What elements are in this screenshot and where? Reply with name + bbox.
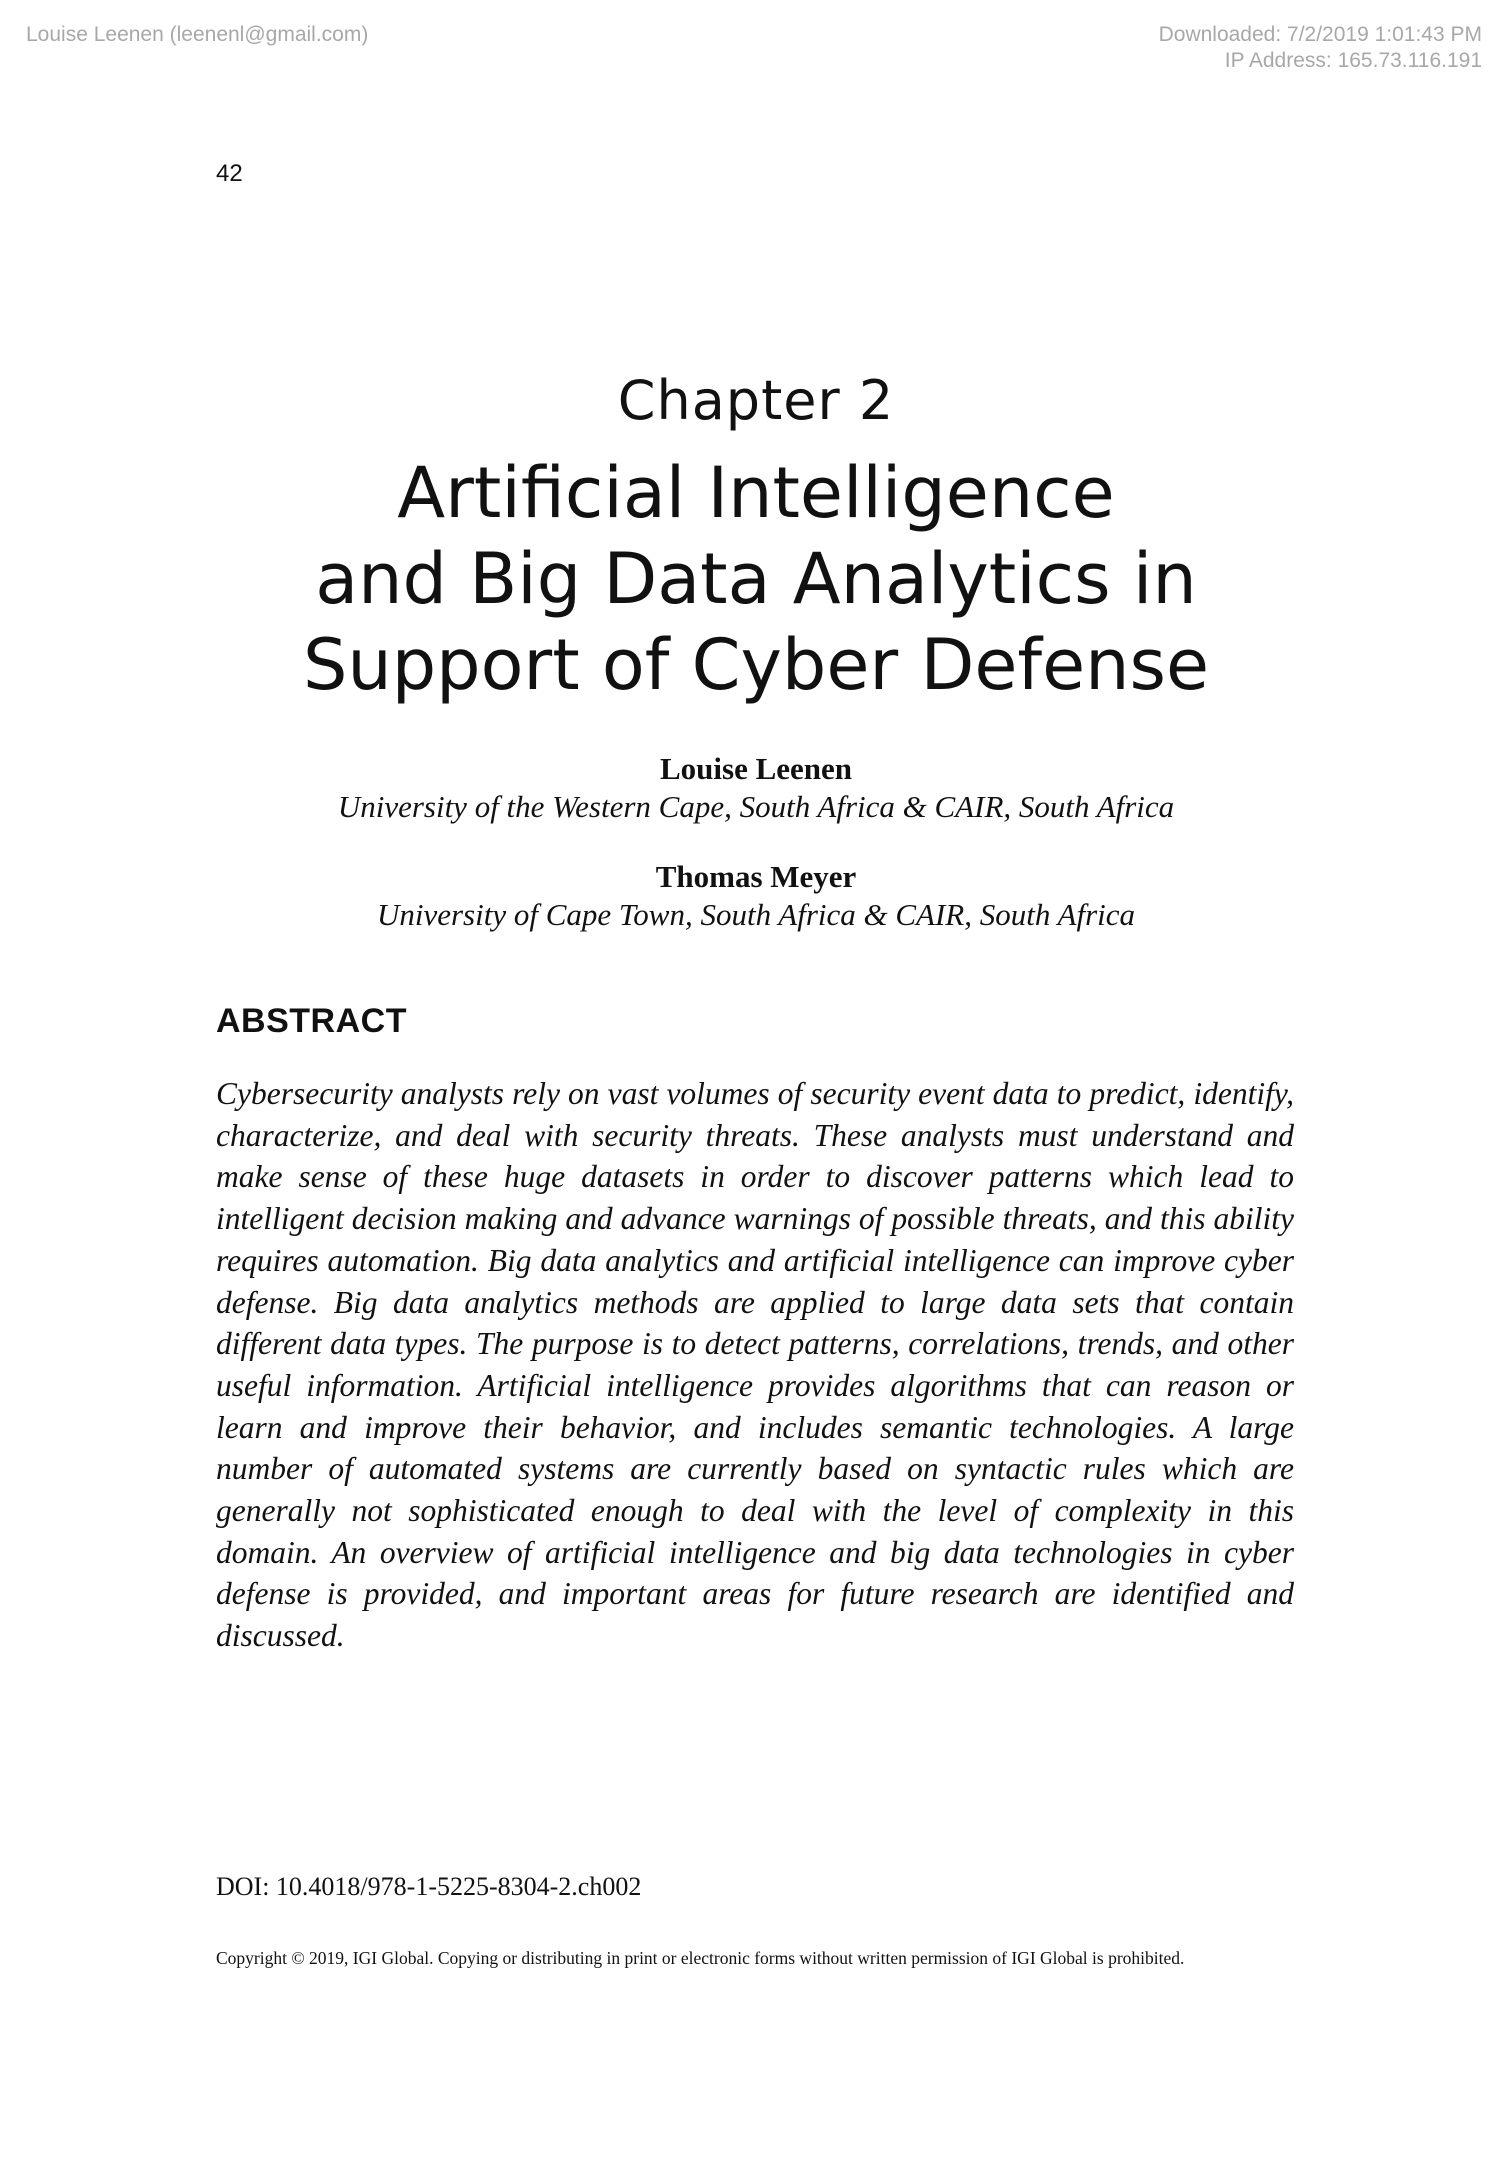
abstract-text: Cybersecurity analysts rely on vast volumes of security event data to predict, identify, characterize, and deal with security threats. These analysts must understand and make sense of these huge datasets in order to discover patterns which lead to intelligent decision making and advance warnings of possible threats, and this ability requires automation. Big data analytics and artificial intelligence can improve cyber defense. Big data analytics methods are applied to large data sets that contain different data types. The purpose is to detect patterns, correlations, trends, and other useful information. Artificial intelligence provides algorithms that can reason or learn and improve their behavior, and includes semantic technologies. A large number of automated systems are currently based on syntactic rules which are generally not sophisticated enough to deal with the level of complexity in this domain. An overview of artificial intelligence and big data technologies in cyber defense is provided, and important areas for future research are identified and discussed. (216, 1076, 1294, 1654)
doi: DOI: 10.4018/978-1-5225-8304-2.ch002 (216, 1872, 642, 1901)
abstract-heading: ABSTRACT (216, 1002, 407, 1040)
author-name: Louise Leenen (659, 751, 853, 786)
chapter-title-line: Support of Cyber Defense (302, 624, 1210, 706)
author-block (216, 750, 1296, 826)
download-info-watermark (1159, 22, 1482, 74)
author-name: Thomas Meyer (655, 859, 857, 894)
chapter-label: Chapter 2 (617, 369, 895, 432)
copyright-notice: Copyright © 2019, IGI Global. Copying or distributing in print or electronic forms without written permission of IGI Global is prohibited. (216, 1948, 1185, 1968)
author-affiliation: University of Cape Town, South Africa & CAIR, South Africa (376, 897, 1136, 932)
downloaded-timestamp: Downloaded: 7/2/2019 1:01:43 PM (1158, 23, 1482, 46)
author-block (216, 858, 1296, 934)
chapter-title-line: and Big Data Analytics in (315, 538, 1197, 620)
download-user-watermark (26, 22, 368, 48)
user-line: Louise Leenen (leenenl@gmail.com) (26, 23, 369, 46)
ip-address: IP Address: 165.73.116.191 (1224, 49, 1482, 72)
chapter-title-line: Artificial Intelligence (397, 452, 1115, 534)
page-number: 42 (216, 160, 243, 187)
chapter-title (216, 450, 1296, 708)
author-affiliation: University of the Western Cape, South Africa & CAIR, South Africa (337, 789, 1175, 824)
